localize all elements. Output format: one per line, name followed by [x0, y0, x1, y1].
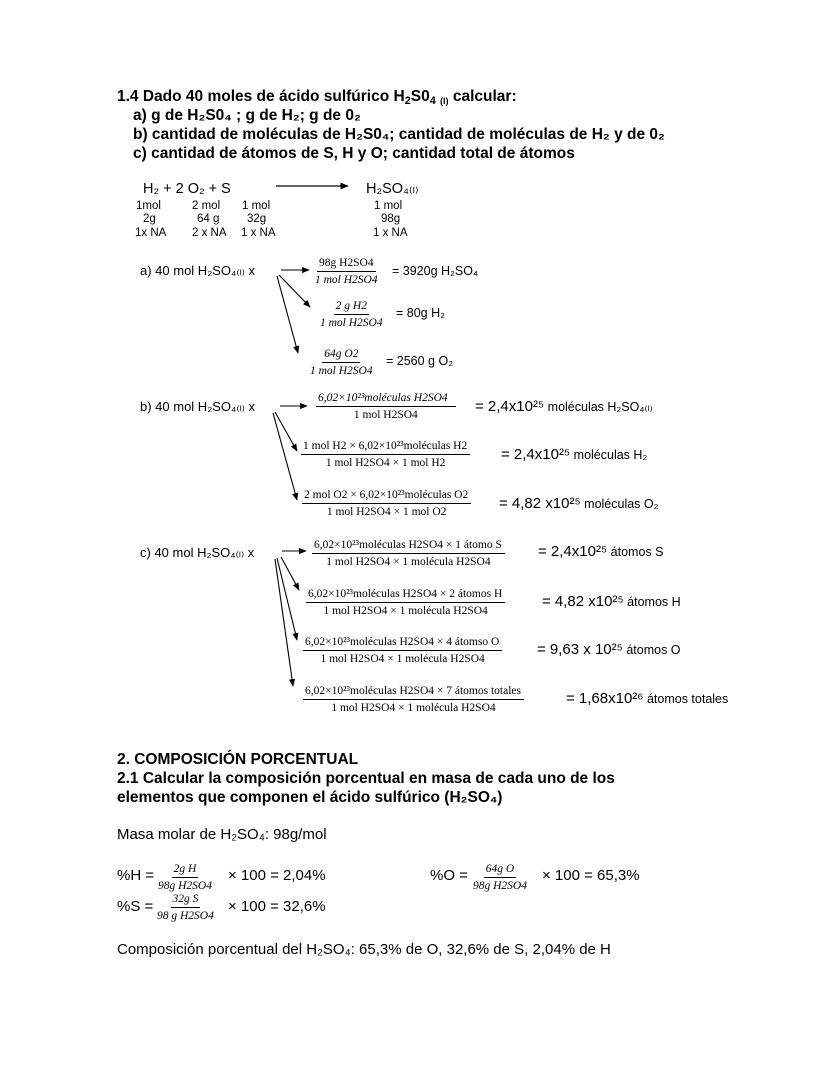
reaction-p-na: 1 x NA: [373, 227, 408, 239]
fraction-denominator: 1 mol H2SO4: [310, 365, 373, 377]
fraction-denominator: 98 g H2SO4: [157, 910, 214, 922]
part-c-label: c) 40 mol H₂SO₄₍ₗ₎ x: [140, 545, 255, 560]
reaction-h2-na: 1x NA: [135, 227, 167, 239]
fraction-numerator: 6,02×10²³moléculas H2SO4 × 4 átomso O: [303, 635, 502, 651]
problem-title: 1.4 Dado 40 moles de ácido sulfúrico $H_2S0_4$ $_{(l)}$ calcular:: [117, 88, 517, 107]
result-value: = 2,4x10²⁵: [475, 398, 545, 415]
result-value: = 9,63 x 10²⁵: [537, 641, 623, 658]
result-value: = 1,68x10²⁶: [566, 690, 644, 707]
fraction-denominator: 1 mol H2SO4 × 1 mol H2: [325, 457, 446, 469]
percent-o-label: %O =: [430, 867, 468, 884]
problem-line-c: c) cantidad de átomos de S, H y O; cantidad total de átomos: [133, 145, 575, 162]
section2-title: 2. COMPOSICIÓN PORCENTUAL: [117, 751, 359, 768]
reaction-h2-g: 2g: [143, 213, 156, 225]
reaction-o2-na: 2 x NA: [192, 227, 227, 239]
fraction-denominator: 98g H2SO4: [158, 880, 212, 892]
fraction-denominator: 1 mol H2SO4: [353, 409, 418, 421]
part-b-label: b) 40 mol H₂SO₄₍ₗ₎ x: [140, 399, 255, 414]
result-unit: moléculas H₂: [570, 448, 648, 462]
result-unit: moléculas O₂: [580, 497, 659, 511]
fraction-denominator: 1 mol H2SO4 × 1 molécula H2SO4: [331, 702, 496, 714]
title-phase: (l): [440, 96, 449, 106]
fraction-numerator: 6,02×10²³moléculas H2SO4 × 2 átomos H: [306, 587, 505, 603]
reaction-left: H₂ + 2 O₂ + S: [143, 181, 231, 197]
arrow-c3: [277, 558, 297, 640]
reaction-right: H₂SO₄₍ₗ₎: [366, 181, 419, 197]
fraction-numerator: 1 mol H2 × 6,02×10²³moléculas H2: [301, 439, 470, 455]
fraction-denominator: 1 mol H2SO4 × 1 molécula H2SO4: [320, 653, 485, 665]
percent-h-result: × 100 = 2,04%: [228, 867, 326, 884]
percent-o-fraction: [471, 862, 529, 893]
arrow-c4: [275, 559, 293, 686]
problem-line-b: b) cantidad de moléculas de H₂S0₄; cantidad de moléculas de H₂ y de 0₂: [133, 126, 665, 143]
reaction-o2-g: 64 g: [197, 213, 220, 225]
fraction-denominator: 1 mol H2SO4: [320, 317, 383, 329]
result-value: = 2,4x10²⁵: [501, 446, 571, 463]
fraction-denominator: 1 mol H2SO4 × 1 molécula H2SO4: [323, 605, 488, 617]
reaction-h2-mol: 1mol: [136, 200, 161, 212]
result-unit: moléculas H₂SO₄₍ₗ₎: [544, 400, 653, 414]
fraction-numerator: 6,02×10²³moléculas H2SO4 × 1 átomo S: [312, 538, 505, 554]
fraction-numerator: 2 g H2: [334, 299, 369, 315]
title-part: S0: [410, 88, 430, 105]
fraction-numerator: 6,02×10²³moléculas H2SO4: [316, 391, 456, 407]
fraction-numerator: 6,02×10²³moléculas H2SO4 × 7 átomos totales: [303, 684, 524, 700]
part-a-label: a) 40 mol H₂SO₄₍ₗ₎ x: [140, 263, 255, 278]
percent-o-result: × 100 = 65,3%: [542, 867, 640, 884]
reaction-s-mol: 1 mol: [242, 200, 271, 212]
section2-subtitle-line2: elementos que componen el ácido sulfúrico (H₂SO₄): [117, 789, 503, 806]
fraction-numerator: 64g O2: [322, 347, 360, 363]
fraction-denominator: 1 mol H2SO4 × 1 mol O2: [326, 506, 447, 518]
fraction-denominator: 1 mol H2SO4: [315, 274, 378, 286]
percent-h-label: %H =: [117, 867, 155, 884]
reaction-o2-mol: 2 mol: [192, 200, 221, 212]
fraction-numerator: 98g H2SO4: [317, 256, 376, 272]
result-value: = 4,82 x10²⁵: [499, 495, 581, 512]
molar-mass: Masa molar de H₂SO₄: 98g/mol: [117, 826, 327, 843]
part-a-result-2: = 80g H₂: [396, 306, 445, 320]
title-part: calcular:: [448, 88, 517, 105]
problem-line-a: a) g de H₂S0₄ ; g de H₂; g de 0₂: [133, 107, 361, 124]
fraction-numerator: 2g H: [172, 862, 199, 878]
percent-s-label: %S =: [117, 898, 154, 915]
result-unit: átomos totales: [643, 692, 729, 706]
reaction-s-na: 1 x NA: [241, 227, 276, 239]
section2-subtitle-line1: 2.1 Calcular la composición porcentual en masa de cada uno de los: [117, 770, 615, 787]
reaction-p-mol: 1 mol: [374, 200, 403, 212]
result-unit: átomos H: [623, 595, 681, 609]
fraction-denominator: 1 mol H2SO4 × 1 molécula H2SO4: [326, 556, 491, 568]
conclusion: Composición porcentual del H₂SO₄: 65,3% de O, 32,6% de S, 2,04% de H: [117, 941, 611, 958]
percent-h-fraction: [156, 862, 214, 893]
fraction-denominator: 98g H2SO4: [473, 880, 527, 892]
fraction-numerator: 2 mol O2 × 6,02×10²³moléculas O2: [302, 488, 471, 504]
arrow-a3: [277, 276, 298, 353]
part-a-result-1: = 3920g H₂SO₄: [392, 264, 479, 278]
fraction-numerator: 64g O: [484, 862, 516, 878]
percent-s-result: × 100 = 32,6%: [228, 898, 326, 915]
arrow-b3: [273, 413, 297, 500]
result-unit: átomos S: [607, 545, 664, 559]
fraction-numerator: 32g S: [171, 892, 201, 908]
result-value: = 4,82 x10²⁵: [542, 593, 624, 610]
result-value: = 2,4x10²⁵: [538, 543, 608, 560]
part-a-result-3: = 2560 g O₂: [386, 354, 454, 368]
title-part: 1.4 Dado 40 moles de ácido sulfúrico H: [117, 88, 405, 105]
result-unit: átomos O: [622, 643, 681, 657]
reaction-s-g: 32g: [247, 213, 267, 225]
percent-s-fraction: [155, 892, 216, 923]
reaction-p-g: 98g: [381, 213, 401, 225]
